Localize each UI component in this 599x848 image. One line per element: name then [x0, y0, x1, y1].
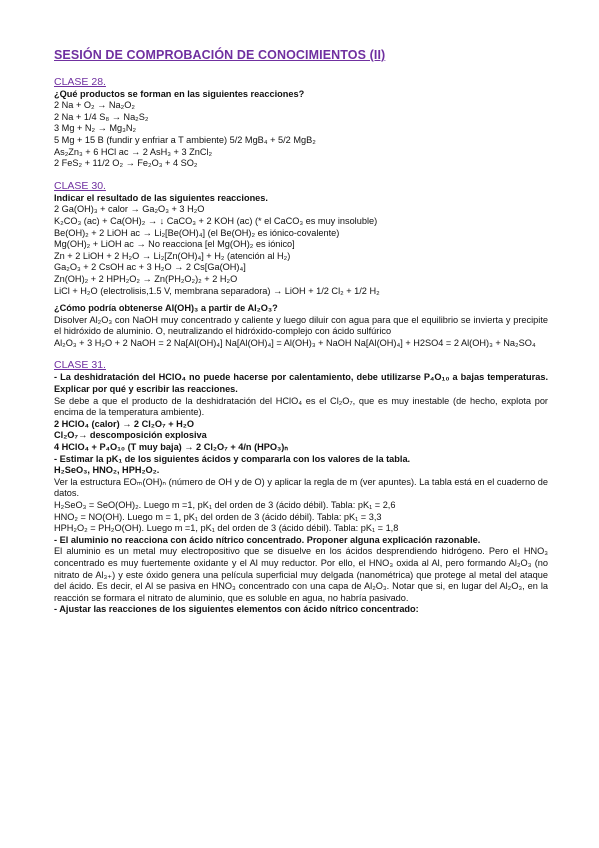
reaction-line: 5 Mg + 15 B (fundir y enfriar a T ambiente) 5/2 MgB₄ + 5/2 MgB₂	[54, 134, 316, 145]
reaction-line: 2 FeS₂ + 11/2 O₂ → Fe₂O₃ + 4 SO₂	[54, 158, 198, 169]
section-clase-30	[54, 180, 548, 350]
reaction-line: 2 Na + 1/4 S₈ → Na₂S₂	[54, 111, 149, 122]
section-heading: CLASE 30.	[54, 179, 106, 192]
acid-line: H₂SeO₃ = SeO(OH)₂. Luego m =1, pK₁ del orden de 3 (ácido débil). Tabla: pK₁ = 2,6	[54, 500, 396, 510]
question: ¿Qué productos se forman en las siguientes reacciones?	[54, 88, 305, 99]
document-page	[54, 50, 548, 616]
acid-line: HPH₂O₂ = PH₂O(OH). Luego m =1, pK₁ del orden de 3 (ácido débil). Tabla: pK₁ = 1,8	[54, 523, 399, 534]
paragraph: Al₂O₃ + 3 H₂O + 2 NaOH = 2 Na[Al(OH)₄] Na[Al(OH)₄] = Al(OH)₃ + NaOH Na[Al(OH)₄] + H2SO4 = 2 Al(OH)₃ + Na₂SO₄	[54, 337, 536, 348]
section-heading: CLASE 31.	[54, 359, 106, 372]
reaction-line: 4 HClO₄ + P₄O₁₀ (T muy baja) → 2 Cl₂O₇ + 4/n (HPO₃)ₙ	[54, 442, 289, 453]
reaction-line: Be(OH)₂ + 2 LiOH ac → Li₂[Be(OH)₄] (el Be(OH)₂ es iónico-covalente)	[54, 227, 340, 238]
section-clase-31	[54, 359, 548, 615]
reaction-line: As₂Zn₃ + 6 HCl ac → 2 AsH₃ + 3 ZnCl₂	[54, 146, 213, 157]
reaction-line: LiCl + H₂O (electrolisis,1.5 V, membrana separadora) → LiOH + 1/2 Cl₂ + 1/2 H₂	[54, 285, 380, 296]
section-heading: CLASE 28.	[54, 75, 106, 88]
question: ¿Cómo podría obtenerse Al(OH)₃ a partir de Al₂O₃?	[54, 303, 278, 314]
question: - Estimar la pK₁ de los siguientes ácidos y compararla con los valores de la tabla.	[54, 453, 411, 464]
acid-list: H₂SeO₃, HNO₂, HPH₂O₂.	[54, 465, 160, 476]
reaction-line: 2 Ga(OH)₃ + calor → Ga₂O₃ + 3 H₂O	[54, 204, 205, 215]
paragraph: Disolver Al₂O₃ con NaOH muy concentrado y caliente y luego diluir con agua para que el equilibrio se invierta y precipite el hidróxido de aluminio. O, neutralizando el hidróxido-complejo con ácido sulfúrico	[54, 314, 548, 337]
question: - Ajustar las reacciones de los siguientes elementos con ácido nítrico concentrado:	[54, 604, 419, 615]
reaction-line: Zn + 2 LiOH + 2 H₂O → Li₂[Zn(OH)₄] + H₂ (atención al H₂)	[54, 250, 291, 261]
paragraph: El aluminio es un metal muy electropositivo que se disuelve en los ácidos desprendiendo hidrógeno. Pero el HNO₃ concentrado es muy fuertemente oxidante y el Al muy reductor. Por ello, el HNO₃ oxida al Al, pero formando Al₂O₃ (no nitrato de Al₃₊) y este óxido genera una película superficial muy delgada (nanométrica) que protege al metal del ataque del ácido. Es decir, el Al se pasiva en HNO₃ concentrado con una capa de Al₂O₃. Notar que si, en lugar del Al₂O₃, en la reacción se formara el nitrato de aluminio, que es soluble en agua, no habría pasivado.	[54, 546, 548, 603]
section-clase-28	[54, 76, 548, 170]
question: - La deshidratación del HClO₄ no puede hacerse por calentamiento, debe utilizarse P₄O₁₀ a bajas temperaturas. Explicar por qué y escribir las reacciones.	[54, 372, 548, 395]
question: - El aluminio no reacciona con ácido nítrico concentrado. Proponer alguna explicación razonable.	[54, 534, 481, 545]
reaction-line: 2 HClO₄ (calor) → 2 Cl₂O₇ + H₂O	[54, 418, 195, 429]
reaction-line: K₂CO₃ (ac) + Ca(OH)₂ → ↓ CaCO₃ + 2 KOH (ac) (* el CaCO₃ es muy insoluble)	[54, 215, 378, 226]
document-title: SESIÓN DE COMPROBACIÓN DE CONOCIMIENTOS (II)	[54, 48, 386, 62]
acid-line: HNO₂ = NO(OH). Luego m = 1, pK₁ del orden de 3 (ácido débil). Tabla: pK₁ = 3,3	[54, 511, 382, 522]
reaction-line: Ga₂O₃ + 2 CsOH ac + 3 H₂O → 2 Cs[Ga(OH)₄]	[54, 262, 246, 273]
reaction-line: 3 Mg + N₂ → Mg₃N₂	[54, 123, 137, 134]
reaction-line: Mg(OH)₂ + LiOH ac → No reacciona [el Mg(OH)₂ es iónico]	[54, 239, 295, 250]
paragraph: Ver la estructura EOₘ(OH)ₙ (número de OH y de O) y aplicar la regla de m (ver apuntes). La tabla está en el cuaderno de datos.	[54, 476, 548, 499]
reaction-line: Zn(OH)₂ + 2 HPH₂O₂ → Zn(PH₂O₂)₂ + 2 H₂O	[54, 273, 238, 284]
reaction-line: Cl₂O₇→ descomposición explosiva	[54, 430, 207, 441]
reaction-line: 2 Na + O₂ → Na₂O₂	[54, 100, 135, 111]
question: Indicar el resultado de las siguientes reacciones.	[54, 192, 268, 203]
paragraph: Se debe a que el producto de la deshidratación del HClO₄ es el Cl₂O₇, que es muy inestable (de hecho, explota por encima de la temperatura ambiente).	[54, 395, 548, 418]
